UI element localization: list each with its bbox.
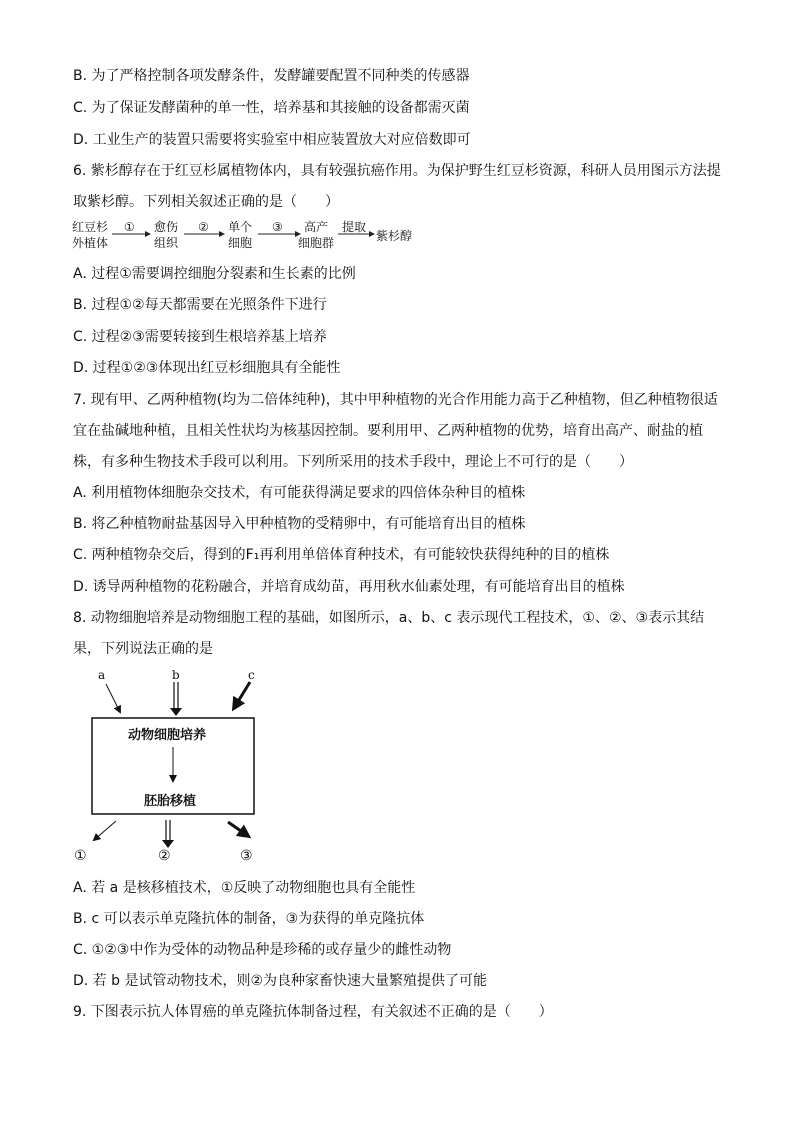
q8-diagram-arrows	[72, 668, 272, 868]
q8-box-top-text: 动物细胞培养	[128, 728, 207, 743]
q8-box-bottom-text: 胚胎移植	[144, 794, 197, 809]
flow-node-callus: 愈伤	[154, 220, 179, 234]
q6-stem-line-1: 6. 紫杉醇存在于红豆杉属植物体内，具有较强抗癌作用。为保护野生红豆杉资源，科研人员用图示方法提	[73, 163, 721, 179]
flow-process-extract: 提取	[342, 220, 367, 234]
q6-option-c: C. 过程②③需要转接到生根培养基上培养	[73, 329, 327, 345]
q8-output-3: ③	[240, 848, 253, 864]
flow-node-explant: 红豆杉	[72, 220, 109, 234]
q8-label-c: c	[248, 668, 255, 682]
q8-arrow-b-head	[170, 708, 182, 716]
q7-stem-line-3: 株，有多种生物技术手段可以利用。下列所采用的技术手段中，理论上不可行的是（ ）	[73, 454, 633, 470]
q7-option-d: D. 诱导两种植物的花粉融合，并培育成幼苗，再用秋水仙素处理，有可能培育出目的植株	[73, 579, 625, 595]
flow-node-explant-2: 外植体	[72, 236, 109, 250]
flow-node-callus-2: 组织	[154, 236, 179, 250]
q5-option-c: C. 为了保证发酵菌种的单一性，培养基和其接触的设备都需灭菌	[73, 100, 470, 116]
q6-stem-line-2: 取紫杉醇。下列相关叙述正确的是（ ）	[73, 194, 339, 210]
q9-stem: 9. 下图表示抗人体胃癌的单克隆抗体制备过程，有关叙述不正确的是（ ）	[73, 1004, 553, 1020]
q8-arrow-out1	[94, 821, 116, 840]
q5-option-b: B. 为了严格控制各项发酵条件，发酵罐要配置不同种类的传感器	[73, 68, 470, 84]
flow-process-1: ①	[124, 220, 135, 234]
q8-arrow-c	[234, 682, 250, 708]
q8-diagram	[72, 668, 272, 868]
q8-output-1: ①	[74, 848, 87, 864]
q5-option-d: D. 工业生产的装置只需要将实验室中相应装置放大对应倍数即可	[73, 132, 471, 148]
flow-process-2: ②	[198, 220, 209, 234]
q7-option-c: C. 两种植物杂交后，得到的F₁再利用单倍体育种技术，有可能较快获得纯种的目的植株	[73, 547, 610, 563]
q8-arrow-out3	[228, 822, 248, 836]
q7-stem-line-1: 7. 现有甲、乙两种植物(均为二倍体纯种)，其中甲种植物的光合作用能力高于乙种植物，但乙种植物很适	[73, 392, 718, 408]
flow-node-taxol: 紫杉醇	[376, 229, 413, 243]
q8-label-a: a	[98, 668, 106, 682]
flow-node-high-yield: 高产	[304, 220, 329, 234]
q8-label-b: b	[172, 668, 180, 682]
flow-process-3: ③	[272, 220, 283, 234]
q8-option-a: A. 若 a 是核移植技术，①反映了动物细胞也具有全能性	[73, 880, 416, 896]
q7-option-a: A. 利用植物体细胞杂交技术，有可能获得满足要求的四倍体杂种目的植株	[73, 485, 526, 501]
q8-option-d: D. 若 b 是试管动物技术，则②为良种家畜快速大量繁殖提供了可能	[73, 973, 488, 989]
flow-node-single-cell-2: 细胞	[228, 236, 253, 250]
q8-arrow-a	[106, 684, 120, 712]
flow-node-high-yield-2: 细胞群	[298, 236, 335, 250]
q8-option-c: C. ①②③中作为受体的动物品种是珍稀的或存量少的雌性动物	[73, 942, 452, 958]
q8-output-2: ②	[158, 848, 171, 864]
q8-arrow-out2-head	[162, 840, 174, 848]
q7-stem-line-2: 宜在盐碱地种植，且相关性状均为核基因控制。要利用甲、乙两种植物的优势，培育出高产、耐盐的植	[73, 423, 703, 439]
q7-option-b: B. 将乙种植物耐盐基因导入甲种植物的受精卵中，有可能培育出目的植株	[73, 516, 526, 532]
q6-option-b: B. 过程①②每天都需要在光照条件下进行	[73, 297, 327, 313]
q6-flow-diagram	[72, 218, 432, 258]
flow-node-single-cell: 单个	[228, 220, 253, 234]
q8-stem-line-1: 8. 动物细胞培养是动物细胞工程的基础，如图所示，a、b、c 表示现代工程技术，①、②、③表示其结	[73, 610, 705, 626]
q8-option-b: B. c 可以表示单克隆抗体的制备，③为获得的单克隆抗体	[73, 911, 425, 927]
q6-option-d: D. 过程①②③体现出红豆杉细胞具有全能性	[73, 360, 341, 376]
q8-stem-line-2: 果，下列说法正确的是	[73, 641, 213, 657]
q6-option-a: A. 过程①需要调控细胞分裂素和生长素的比例	[73, 266, 356, 282]
